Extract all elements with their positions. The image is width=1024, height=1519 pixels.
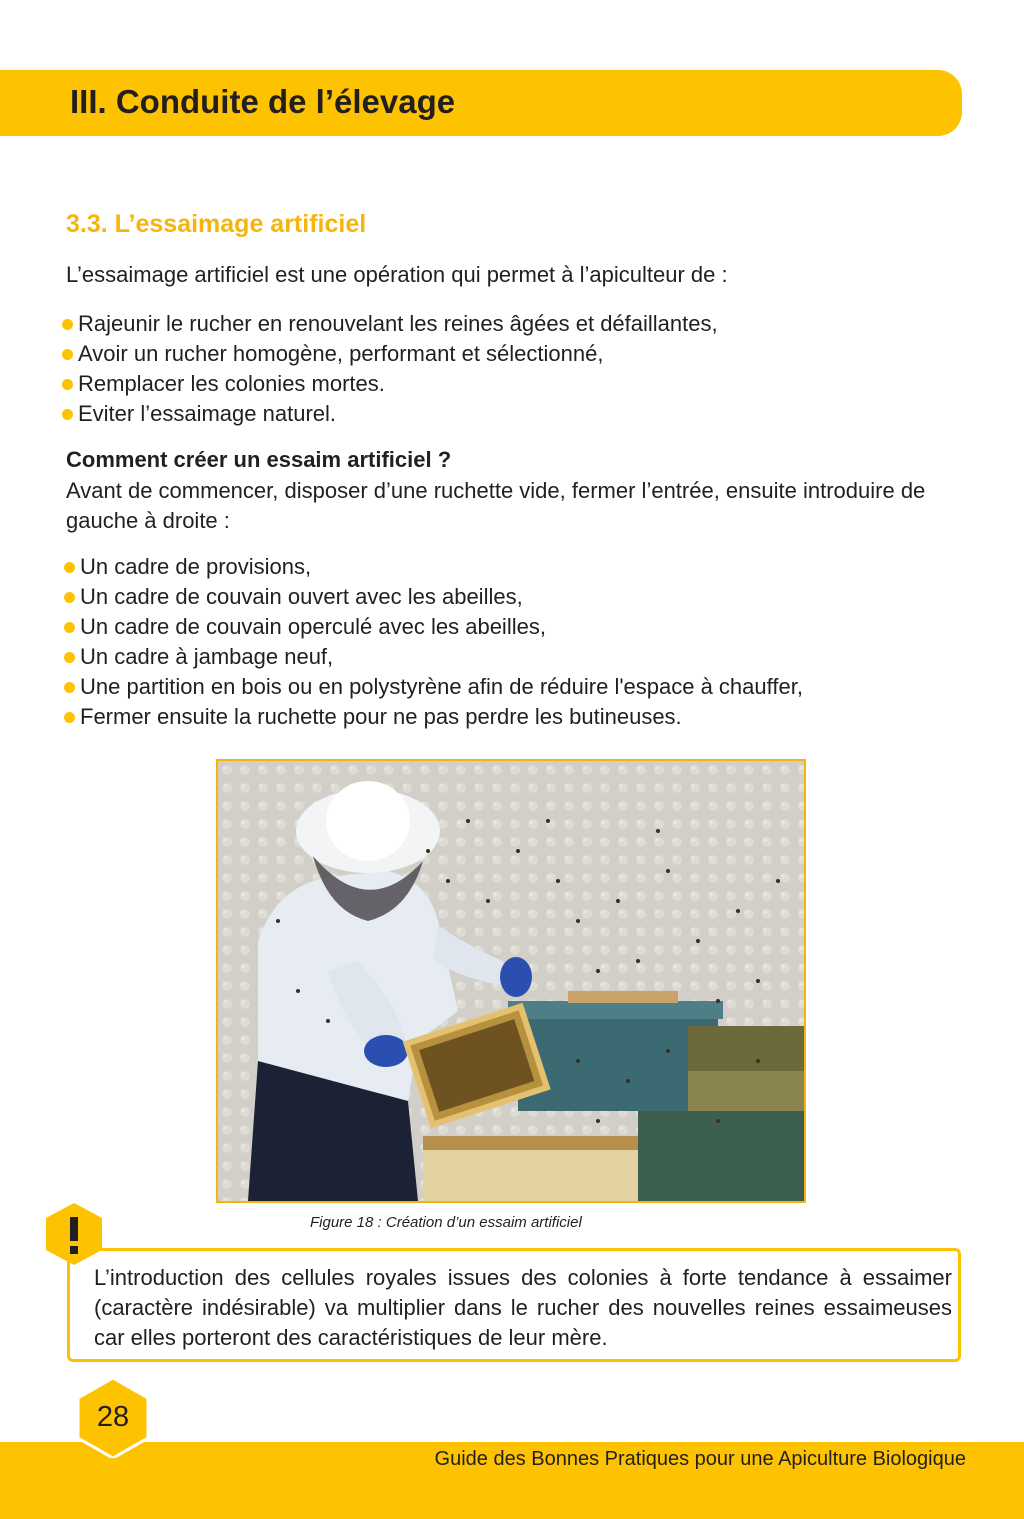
bullet-icon — [62, 379, 73, 390]
bullet-icon — [64, 682, 75, 693]
bullet-icon — [64, 622, 75, 633]
chapter-banner — [0, 70, 962, 136]
purpose-list — [62, 309, 718, 429]
bullet-icon — [64, 712, 75, 723]
guide-title: Guide des Bonnes Pratiques pour une Apiculture Biologique — [434, 1448, 966, 1470]
chapter-title: III. Conduite de l’élevage — [70, 83, 456, 120]
list-item: Eviter l’essaimage naturel. — [62, 399, 718, 429]
list-item: Un cadre de couvain operculé avec les abeilles, — [64, 612, 803, 642]
exclamation-icon — [46, 1203, 102, 1265]
steps-list — [64, 552, 803, 732]
beekeeper-photo — [216, 759, 806, 1203]
section-title: 3.3. L’essaimage artificiel — [66, 210, 367, 238]
question-heading: Comment créer un essaim artificiel ? — [66, 447, 452, 472]
warning-note — [67, 1248, 961, 1362]
footer-bar — [0, 1442, 1024, 1519]
list-item: Fermer ensuite la ruchette pour ne pas perdre les butineuses. — [64, 702, 803, 732]
instructions-paragraph: Avant de commencer, disposer d’une ruchette vide, fermer l’entrée, ensuite introduire de gauche à droite : — [66, 478, 926, 533]
list-item: Rajeunir le rucher en renouvelant les reines âgées et défaillantes, — [62, 309, 718, 339]
beekeeper-illustration — [218, 761, 804, 1201]
warning-text: L’introduction des cellules royales issues des colonies à forte tendance à essaimer (caractère indésirable) va multiplier dans le rucher des nouvelles reines essaimeuses car elles porteront des caractéristiques de leur mère. — [94, 1265, 952, 1350]
page-number: 28 — [96, 1401, 130, 1433]
list-item: Un cadre à jambage neuf, — [64, 642, 803, 672]
list-item: Une partition en bois ou en polystyrène afin de réduire l'espace à chauffer, — [64, 672, 803, 702]
bullet-icon — [64, 592, 75, 603]
bullet-icon — [64, 652, 75, 663]
list-item: Un cadre de provisions, — [64, 552, 803, 582]
bullet-icon — [64, 562, 75, 573]
list-item: Remplacer les colonies mortes. — [62, 369, 718, 399]
figure-caption: Figure 18 : Création d’un essaim artificiel — [310, 1214, 582, 1231]
bullet-icon — [62, 349, 73, 360]
bullet-icon — [62, 319, 73, 330]
intro-paragraph: L’essaimage artificiel est une opération qui permet à l’apiculteur de : — [66, 262, 728, 287]
list-item: Avoir un rucher homogène, performant et sélectionné, — [62, 339, 718, 369]
list-item: Un cadre de couvain ouvert avec les abeilles, — [64, 582, 803, 612]
bullet-icon — [62, 409, 73, 420]
